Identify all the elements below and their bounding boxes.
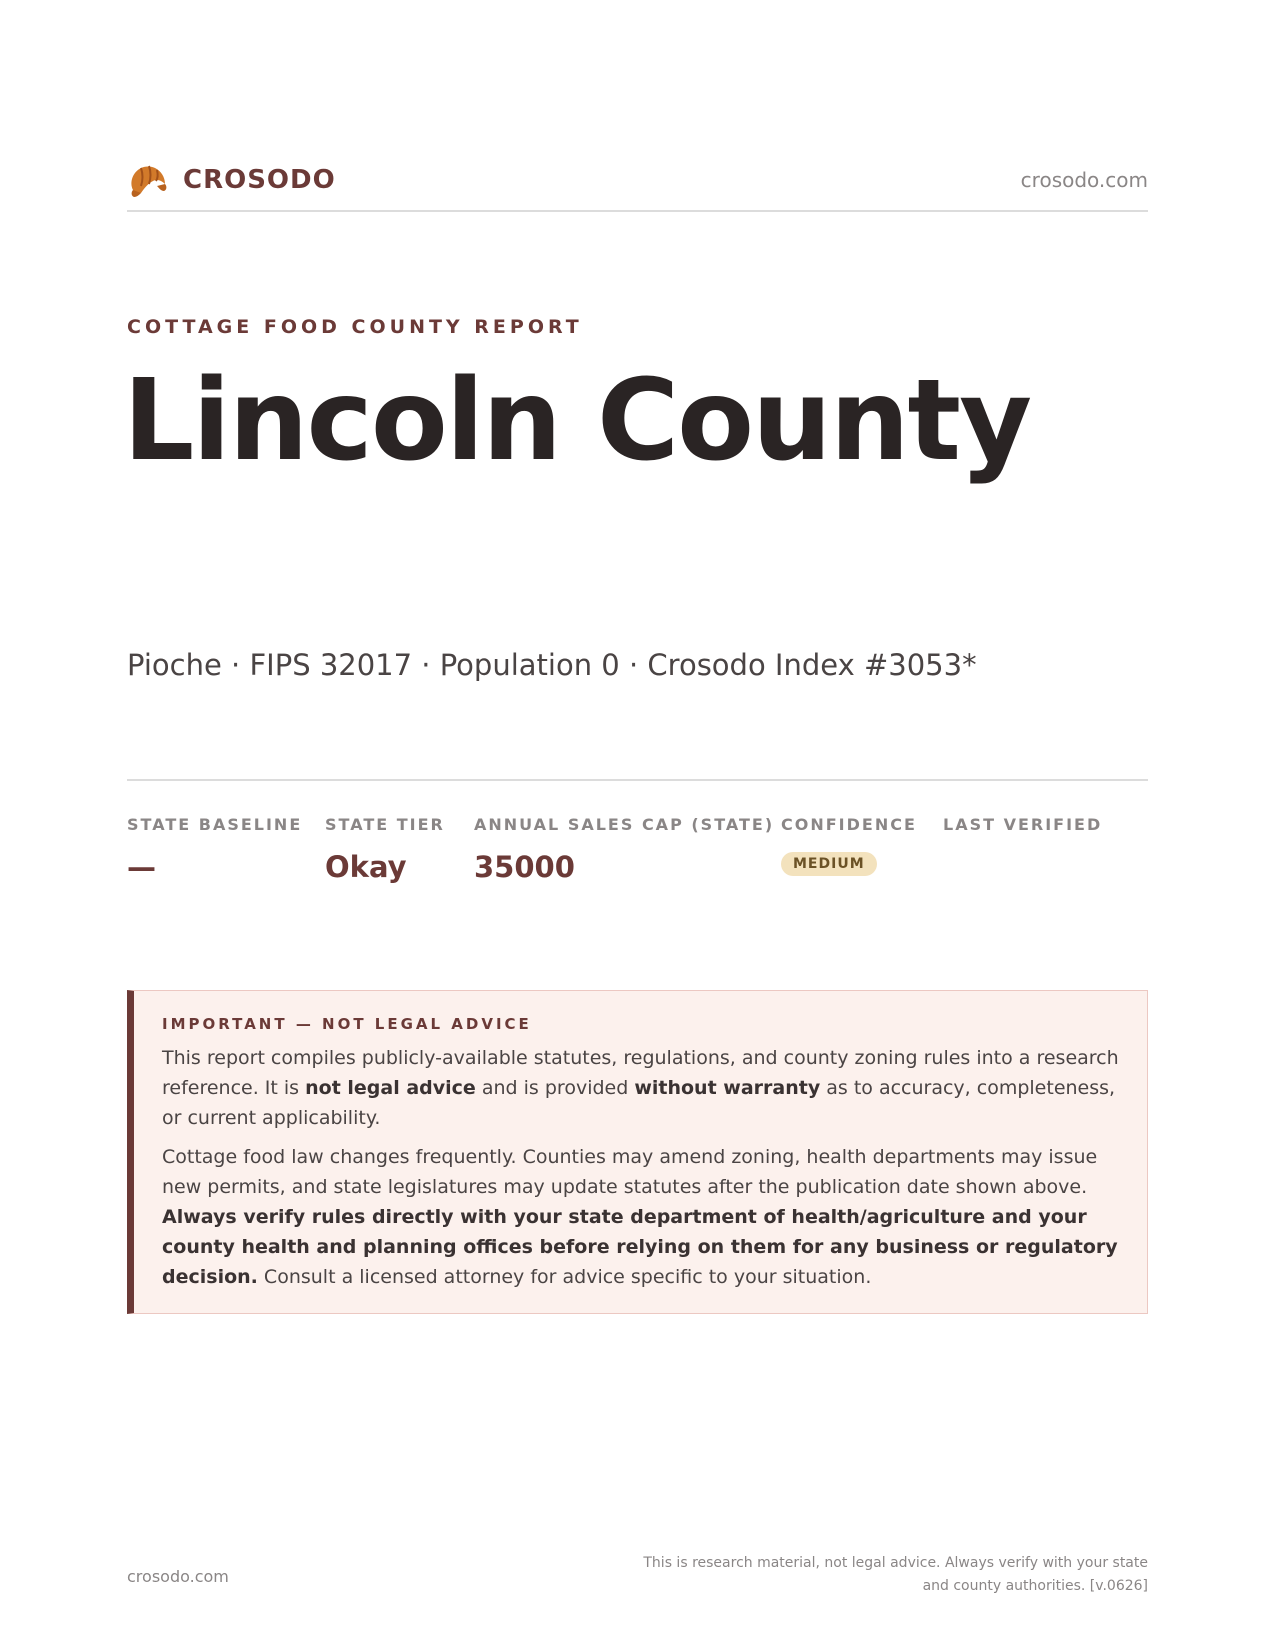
croissant-icon [127,160,169,200]
notice-text: Cottage food law changes frequently. Counties may amend zoning, health departments may issue new permits, and state legislatures may update statutes after the publication date shown above. [162,1146,1098,1198]
footer-disclaimer [588,1552,1148,1598]
page-header [127,160,1148,210]
notice-emphasis: not legal advice [305,1077,476,1099]
header-url-link[interactable]: crosodo.com [1020,168,1148,192]
stat-state-tier [325,815,445,884]
stat-label: LAST VERIFIED [943,815,1103,834]
report-page [123,0,1148,1650]
notice-emphasis: without warranty [634,1077,821,1099]
confidence-badge: MEDIUM [781,852,877,876]
footer-url-link[interactable]: crosodo.com [127,1567,229,1586]
legal-notice [127,990,1148,1314]
footer-disclaimer-line: This is research material, not legal advice. Always verify with your state [643,1555,1148,1571]
stat-confidence [781,815,917,876]
footer-disclaimer-line: and county authorities. [v.0626] [922,1578,1148,1594]
notice-emphasis: Always verify rules directly with your state department of health/agriculture and your county health and planning offices before relying on them for any business or regulatory decision. [162,1206,1118,1288]
stat-value: — [127,850,156,884]
stat-value: 35000 [474,850,575,884]
notice-text: and is provided [475,1077,635,1099]
stat-label: CONFIDENCE [781,815,917,834]
notice-text: This report compiles publicly-available statutes, regulations, and county zoning rules into a research reference. It is [162,1047,1119,1099]
brand-name: CROSODO [183,165,336,195]
notice-text: as to accuracy, completeness, or current applicability. [162,1077,1116,1129]
stat-state-baseline [127,815,302,884]
stat-label: STATE BASELINE [127,815,303,834]
brand[interactable] [127,160,336,200]
county-subtitle: Pioche · FIPS 32017 · Population 0 · Crosodo Index #3053* [127,648,977,682]
report-eyebrow: COTTAGE FOOD COUNTY REPORT [127,316,583,338]
stats-divider [127,779,1148,781]
stat-last-verified [943,815,1102,850]
stat-value: Okay [325,850,407,884]
notice-paragraph-2 [162,1142,1121,1292]
stat-label: ANNUAL SALES CAP (STATE) [474,815,775,834]
stat-annual-sales-cap [474,815,774,884]
notice-heading: IMPORTANT — NOT LEGAL ADVICE [162,1015,532,1033]
page-title: Lincoln County [123,356,1031,486]
header-divider [127,210,1148,212]
stat-label: STATE TIER [325,815,445,834]
notice-text: Consult a licensed attorney for advice specific to your situation. [257,1266,872,1288]
notice-paragraph-1 [162,1043,1121,1133]
